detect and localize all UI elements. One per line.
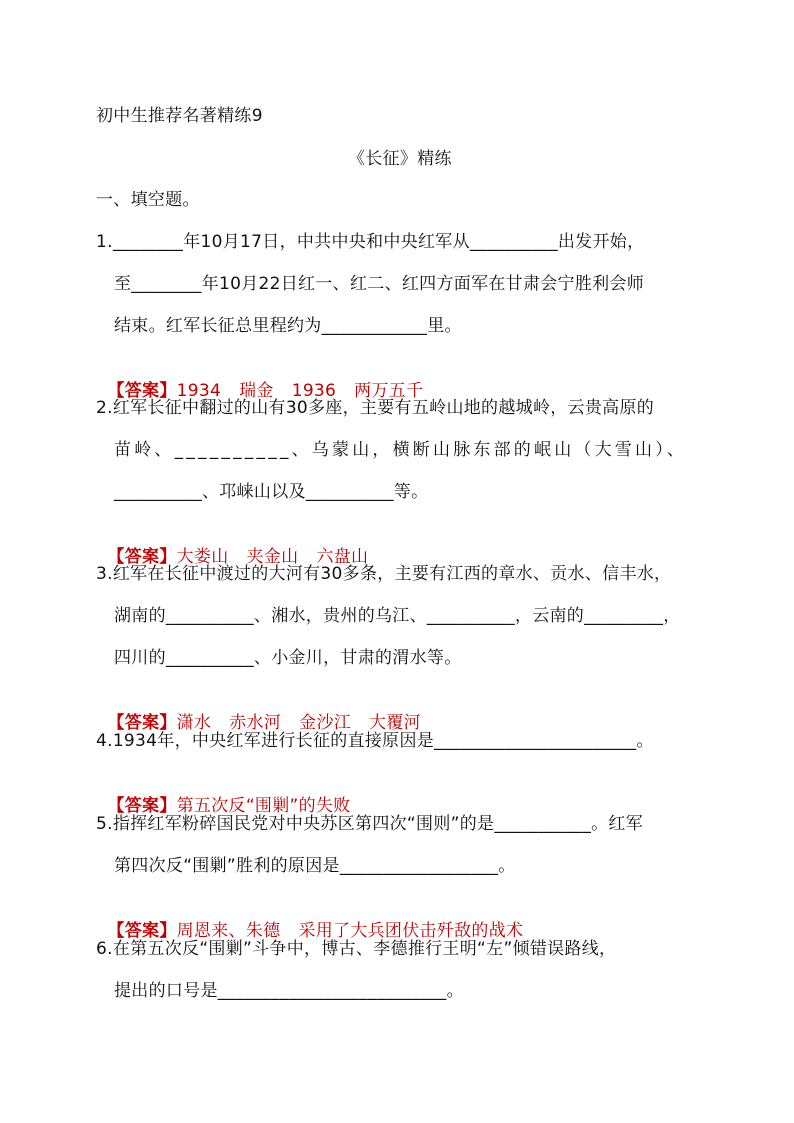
answer-3 [96,687,421,735]
question-5-line-1: 5.指挥红军粉碎国民党对中央苏区第四次“围则”的是___________。红军 [96,814,644,834]
question-3-line-1: 3.红军在长征中渡过的大河有30多条，主要有江西的章水、贡水、信丰水， [96,564,672,584]
question-5-line-2: 第四次反“围剿”胜利的原因是__________________。 [114,856,516,876]
answer-value: 瑞金 [239,381,274,401]
answer-tag: 【答案】 [107,547,177,567]
answer-tag: 【答案】 [107,713,177,733]
answer-value: 1934 [176,381,222,401]
question-2-line-1: 2.红军长征中翻过的山有30多座，主要有五岭山地的越城岭，云贵高原的 [96,398,655,418]
answer-tag: 【答案】 [107,796,177,816]
section-heading: 一、填空题。 [96,190,200,210]
answer-5 [96,895,523,943]
answer-value: 大娄山 [176,547,229,567]
question-6-line-2: 提出的口号是__________________________。 [114,981,464,1001]
answer-value: 潇水 [176,713,212,733]
question-1-line-2: 至________年10月22日红一、红二、红四方面军在甘肃会宁胜利会师 [114,274,645,294]
document-header: 初中生推荐名著精练9 [96,106,263,126]
answer-value: 金沙江 [299,713,352,733]
question-2-line-3: __________、邛崃山以及__________等。 [114,482,429,502]
question-3-line-2: 湖南的__________、湘水，贵州的乌江、__________，云南的_________， [114,606,681,626]
answer-value: 第五次反“围剿”的失败 [176,796,351,816]
answer-value: 采用了大兵团伏击歼敌的战术 [298,921,524,941]
answer-value: 两万五千 [354,381,424,401]
question-2-line-2: 苗岭、__________、乌蒙山，横断山脉东部的岷山（大雪山）、 [114,440,688,460]
question-1-line-3: 结束。红军长征总里程约为____________里。 [114,316,462,336]
question-6-line-1: 6.在第五次反“围剿”斗争中，博古、李德推行王明“左”倾错误路线， [96,939,617,959]
answer-tag: 【答案】 [107,921,177,941]
answer-value: 夹金山 [246,547,299,567]
answer-4 [96,770,351,818]
question-4-line-1: 4.1934年，中央红军进行长征的直接原因是_______________________。 [96,731,654,751]
answer-value: 周恩来、朱德 [176,921,281,941]
answer-value: 赤水河 [229,713,282,733]
answer-tag: 【答案】 [107,381,177,401]
question-3-line-3: 四川的__________、小金川，甘肃的渭水等。 [114,648,462,668]
question-1-line-1: 1.________年10月17日，中共中央和中央红军从__________出发开始， [96,232,645,252]
answer-value: 1936 [291,381,337,401]
answer-value: 大覆河 [369,713,421,733]
answer-value: 六盘山 [316,547,369,567]
document-title: 《长征》精练 [348,149,452,169]
